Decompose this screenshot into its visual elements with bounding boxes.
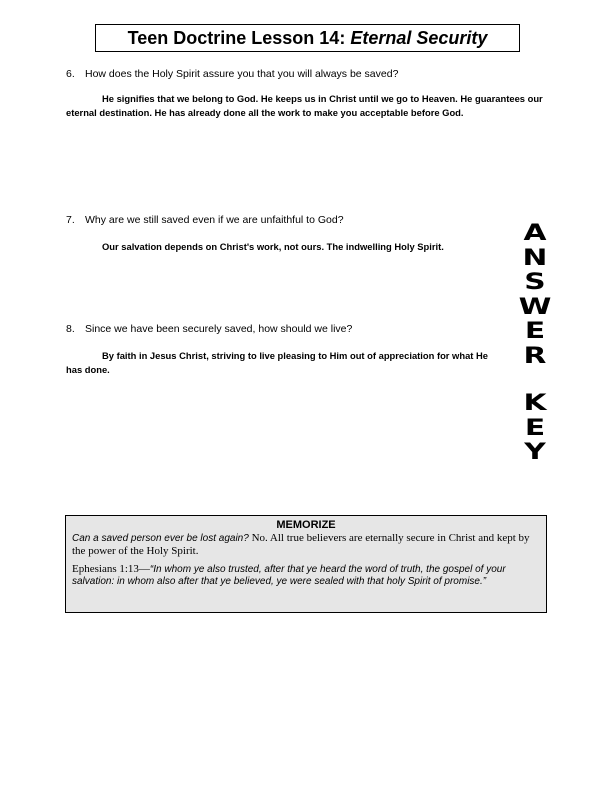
- question-number: 6.: [66, 68, 75, 80]
- page-title: [95, 24, 520, 52]
- answer-8: [66, 349, 506, 376]
- answer-key-letter: Y: [524, 440, 546, 465]
- answer-key-letter: W: [518, 294, 552, 320]
- question-text: How does the Holy Spirit assure you that you will always be saved?: [85, 68, 399, 80]
- memorize-question: Can a saved person ever be lost again?: [72, 532, 249, 544]
- question-number: 7.: [66, 214, 75, 226]
- question-7: [66, 214, 506, 226]
- answer-6: [66, 92, 546, 119]
- answer-key-letter: E: [524, 319, 546, 344]
- answer-7: [102, 240, 522, 254]
- answer-text: He signifies that we belong to God. He keeps us in Christ until we go to Heaven. He guarantees our eternal destination. He has already done all the work to make you acceptable before God.: [66, 93, 543, 118]
- question-8: [66, 323, 506, 335]
- answer-key-letter: N: [522, 245, 548, 271]
- title-plain: Teen Doctrine Lesson 14:: [127, 27, 346, 48]
- answer-key-letter: E: [524, 415, 546, 441]
- title-emphasis: Eternal Security: [350, 27, 488, 48]
- answer-key-letter: R: [523, 343, 547, 369]
- question-text: Why are we still saved even if we are unfaithful to God?: [85, 214, 344, 226]
- answer-key-letter: S: [524, 270, 546, 295]
- answer-key-label: [512, 222, 558, 466]
- verse-reference: Ephesians 1:13—: [72, 562, 150, 575]
- memorize-answer: No. All true believers are eternally secure in Christ and kept by the power of the Holy Spirit.: [72, 531, 530, 557]
- answer-text: By faith in Jesus Christ, striving to live pleasing to Him out of appreciation for what He has done.: [66, 350, 488, 375]
- answer-key-letter: A: [523, 221, 547, 246]
- answer-key-letter: K: [523, 391, 547, 416]
- question-text: Since we have been securely saved, how should we live?: [85, 323, 353, 335]
- memorize-heading: MEMORIZE: [276, 519, 336, 531]
- verse-text: “In whom ye also trusted, after that ye heard the word of truth, the gospel of your salvation: in whom also after that ye believed, ye were sealed with that holy Spirit of promise.”: [72, 563, 506, 587]
- question-6: [66, 68, 506, 80]
- question-number: 8.: [66, 323, 75, 335]
- memorize-box: [65, 515, 547, 613]
- answer-text: Our salvation depends on Christ's work, not ours. The indwelling Holy Spirit.: [102, 241, 444, 252]
